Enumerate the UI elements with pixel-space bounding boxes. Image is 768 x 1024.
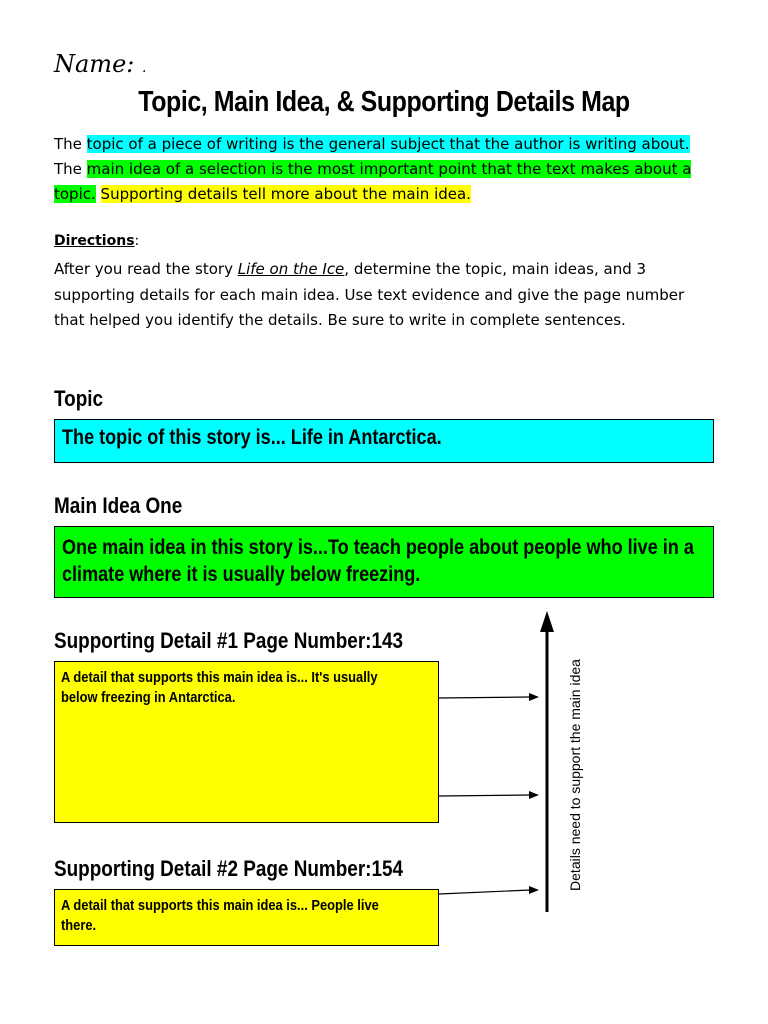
main-idea-definition: main idea of a selection is the most important point that the text makes about a topic.: [54, 160, 692, 203]
main-idea-heading: Main Idea One: [54, 493, 183, 518]
side-label: Details need to support the main idea: [567, 659, 583, 891]
detail-2-heading: Supporting Detail #2 Page Number:154: [54, 856, 404, 881]
name-label: Name:: [54, 50, 135, 78]
directions-heading-suffix: :: [134, 233, 140, 249]
directions-heading-text: Directions: [54, 233, 135, 249]
detail-2-arrow-head: [529, 886, 539, 894]
detail-2-arrow: [439, 890, 530, 894]
topic-text: The topic of this story is... Life in Antarctica.: [62, 426, 442, 449]
topic-heading: Topic: [54, 386, 104, 411]
directions-text-before: After you read the story: [54, 260, 238, 278]
detail-1-text: A detail that supports this main idea is... It's usually below freezing in Antarctica.: [61, 669, 378, 706]
detail-1-heading: Supporting Detail #1 Page Number:143: [54, 628, 404, 653]
detail-1-arrow-top-head: [529, 693, 539, 701]
detail-1-arrow-top: [439, 697, 530, 698]
vertical-arrow-head: [540, 611, 554, 632]
details-definition: Supporting details tell more about the main idea.: [100, 185, 471, 203]
story-title: Life on the Ice: [237, 260, 345, 278]
detail-2-text: A detail that supports this main idea is... People live there.: [61, 897, 379, 934]
main-idea-text: One main idea in this story is...To teach people about people who live in a climate where it is usually below freezing.: [62, 536, 694, 586]
topic-definition: topic of a piece of writing is the general subject that the author is writing about.: [86, 135, 690, 153]
intro-text-1: The: [54, 135, 87, 153]
detail-1-arrow-bottom-head: [529, 791, 539, 799]
directions-text-after: , determine the topic, main ideas, and 3 supporting details for each main idea. Use text evidence and give the page number that helped you identify the details. Be sure to write in complete sentences.: [54, 260, 685, 329]
name-value: .: [142, 60, 147, 76]
page-title: Topic, Main Idea, & Supporting Details Map: [138, 86, 630, 118]
intro-text-2: The: [54, 160, 87, 178]
detail-1-arrow-bottom: [439, 795, 530, 796]
